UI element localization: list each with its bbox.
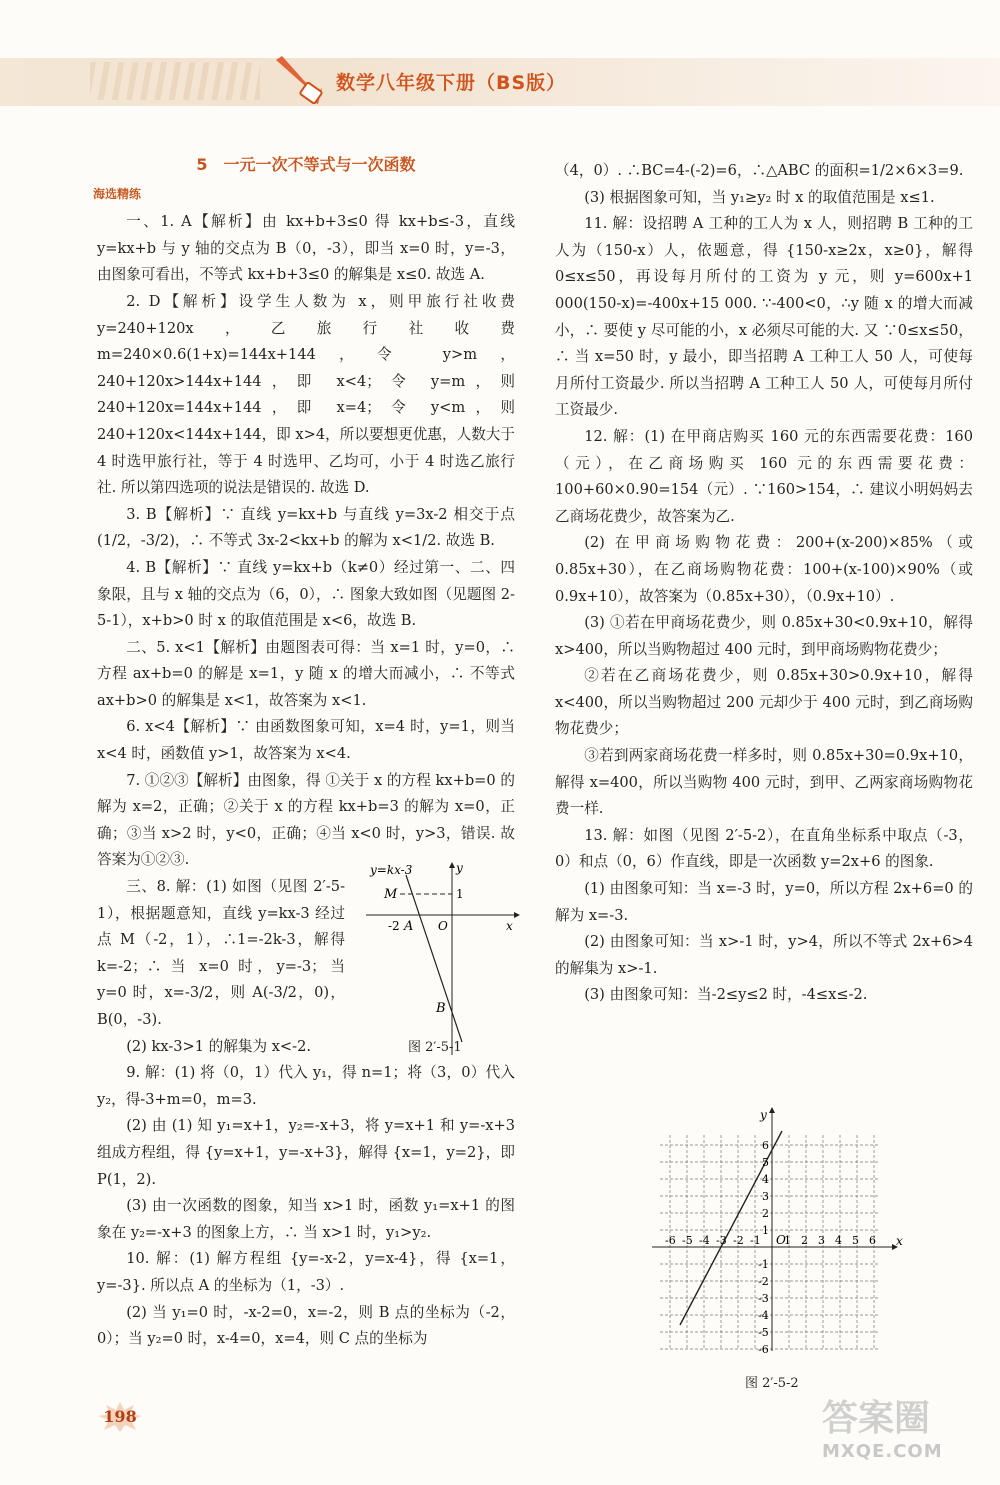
answer-12-1: 12. 解：(1) 在甲商店购买 160 元的东西需要花费：160（元），在乙商场购买 160 元的东西需要花费：100+60×0.90=154（元）. ∵160>154，∴ 建议小明妈妈去乙商场花费少，故答案为乙. bbox=[555, 427, 973, 525]
watermark-line2: MXQE.COM bbox=[822, 1441, 943, 1462]
fig2-x-tick: 5 bbox=[852, 1234, 859, 1247]
answer-5: 二、5. x<1【解析】由题图表可得：当 x=1 时，y=0，∴ 方程 ax+b=0 的解是 x=1，y 随 x 的增大而减小，∴ 不等式 ax+b>0 的解集是 x<1，故答案为 x<1. bbox=[97, 638, 515, 709]
fig2-x-tick: -5 bbox=[682, 1234, 693, 1247]
answer-1: 一、1. A【解析】由 kx+b+3≤0 得 kx+b≤-3，直线 y=kx+b 与 y 轴的交点为 B（0，-3），即当 x=0 时，y=-3，由图象可看出，不等式 kx+b+3≤0 的解集是 x≤0. 故选 A. bbox=[97, 213, 515, 284]
answer-9-2: (2) 由 (1) 知 y₁=x+1，y₂=-x+3，将 y=x+1 和 y=-x+3 组成方程组，得 {y=x+1，y=-x+3}，解得 {x=1，y=2}，即 P(1，2). bbox=[97, 1117, 515, 1188]
figure-2-5-1 bbox=[366, 860, 526, 1060]
answer-13-2: (2) 由图象可知：当 x>-1 时，y>4，所以不等式 2x+6>4 的解集为 x>-1. bbox=[555, 933, 973, 977]
fig1-tick-1: 1 bbox=[456, 887, 464, 901]
answer-10-1: 10. 解：(1) 解方程组 {y=-x-2，y=x-4}，得 {x=1，y=-3}. 所以点 A 的坐标为（1，-3）. bbox=[97, 1250, 515, 1294]
answer-10-cont: （4，0）. ∴BC=4-(-2)=6，∴△ABC 的面积=1/2×6×3=9. bbox=[555, 162, 964, 179]
answer-12-3b: ②若在乙商场花费少，则 0.85x+30>0.9x+10，解得 x<400，所以当购物超过 200 元却少于 400 元时，到乙商场购物花费少； bbox=[555, 667, 973, 738]
fig2-y-tick: 5 bbox=[762, 1156, 769, 1169]
answer-6: 6. x<4【解析】∵ 由函数图象可知，x=4 时，y=1，则当 x<4 时，函数值 y>1，故答案为 x<4. bbox=[97, 718, 515, 763]
fig2-y-tick: 4 bbox=[762, 1173, 769, 1186]
fig2-origin: O bbox=[776, 1233, 786, 1247]
fig2-y-tick: -2 bbox=[758, 1275, 769, 1288]
answer-13: 13. 解：如图（见图 2′-5-2），在直角坐标系中取点（-3，0）和点（0，6）作直线，即是一次函数 y=2x+6 的图象. bbox=[555, 826, 973, 871]
page-number bbox=[98, 1402, 142, 1432]
fig2-y-tick: -4 bbox=[758, 1309, 769, 1322]
fig2-y-tick: -3 bbox=[758, 1292, 769, 1305]
fig1-point-b: B bbox=[436, 1001, 446, 1016]
fig1-line-label: y=kx-3 bbox=[370, 863, 413, 877]
answer-11: 11. 解：设招聘 A 工种的工人为 x 人，则招聘 B 工种的工人为（150-x）人，依题意，得 {150-x≥2x，x≥0}，解得 0≤x≤50，再设每月所付的工资为 y 元，则 y=600x+1 000(150-x)=-400x+15 000. ∵-400<0，∴y 随 x 的增大而减小，∴ 要使 y 尽可能的小，x 必须尽可能的大. 又 ∵0≤x≤50，∴ 当 x=50 时，y 最小，即当招聘 A 工种工人 50 人，可使每月所付工资最少. 所以当招聘 A 工种工人 50 人，可使每月所付工资最少. bbox=[555, 215, 973, 419]
fig1-x-label: x bbox=[506, 919, 513, 933]
answer-4: 4. B【解析】∵ 直线 y=kx+b（k≠0）经过第一、二、四象限，且与 x 轴的交点为（6，0），∴ 图象大致如图（见题图 2-5-1），x+b>0 时 x 的取值范围是 x<6，故选 B. bbox=[97, 558, 515, 630]
fig1-y-arrow bbox=[449, 862, 455, 868]
fig2-grid bbox=[660, 1135, 880, 1349]
fig2-x-tick: -1 bbox=[750, 1234, 761, 1247]
left-column bbox=[93, 152, 515, 1353]
right-column bbox=[555, 158, 973, 1009]
fig2-x-label: x bbox=[896, 1234, 903, 1248]
fig2-x-tick: 4 bbox=[835, 1234, 842, 1247]
fig1-tick-neg2: -2 bbox=[388, 919, 400, 933]
answer-8-2: (2) kx-3>1 的解集为 x<-2. bbox=[126, 1037, 312, 1055]
fig2-y-tick: -1 bbox=[758, 1258, 769, 1271]
section-title: 5 一元一次不等式与一次函数 bbox=[196, 155, 416, 174]
page-number-text: 198 bbox=[103, 1407, 137, 1426]
answer-8-1: 三、8. 解：(1) 如图（见图 2′-5-1），根据题意知，直线 y=kx-3 经过点 M（-2，1），∴1=-2k-3，解得 k=-2；∴ 当 x=0 时，y=-3；当 y=0 时，x=-3/2，则 A(-3/2，0)，B(0，-3). bbox=[97, 878, 345, 1028]
figure-2-5-2 bbox=[648, 1105, 908, 1355]
fig2-y-arrow bbox=[769, 1107, 775, 1113]
figure-2-5-2-caption: 图 2′-5-2 bbox=[745, 1376, 799, 1391]
answer-9-3: (3) 由一次函数的图象，知当 x>1 时，函数 y₁=x+1 的图象在 y₂=-x+3 的图象上方，∴ 当 x>1 时，y₁>y₂. bbox=[97, 1197, 515, 1241]
fig1-point-a: A bbox=[404, 919, 414, 934]
fig2-y-tick: -6 bbox=[758, 1343, 769, 1355]
fig2-x-tick: 2 bbox=[801, 1234, 808, 1247]
fig1-origin: O bbox=[438, 919, 448, 933]
watermark bbox=[822, 1390, 992, 1470]
answer-13-1: (1) 由图象可知：当 x=-3 时，y=0，所以方程 2x+6=0 的解为 x=-3. bbox=[555, 880, 973, 924]
watermark-line1: 答案圈 bbox=[822, 1398, 931, 1439]
fig2-x-tick: 3 bbox=[818, 1234, 825, 1247]
answer-12-3a: (3) ①若在甲商场花费少，则 0.85x+30<0.9x+10，解得 x>400，所以当购物超过 400 元时，到甲商场购物花费少； bbox=[555, 614, 973, 658]
fig1-y-label: y bbox=[456, 861, 463, 875]
book-title: 数学八年级下册（BS版） bbox=[336, 72, 567, 94]
fig1-point-m: M bbox=[384, 887, 398, 902]
fig1-line bbox=[406, 875, 462, 1042]
fig2-x-tick: -2 bbox=[733, 1234, 744, 1247]
header-decoration bbox=[90, 62, 260, 100]
answer-9-1: 9. 解：(1) 将（0，1）代入 y₁，得 n=1；将（3，0）代入 y₂，得-3+m=0，m=3. bbox=[97, 1064, 515, 1108]
answer-3: 3. B【解析】∵ 直线 y=kx+b 与直线 y=3x-2 相交于点 (1/2，-3/2)，∴ 不等式 3x-2<kx+b 的解为 x<1/2. 故选 B. bbox=[97, 505, 515, 550]
fig2-x-tick: 1 bbox=[784, 1234, 791, 1247]
answer-13-3: (3) 由图象可知：当-2≤y≤2 时，-4≤x≤-2. bbox=[584, 986, 868, 1004]
fig2-x-tick: -3 bbox=[716, 1234, 727, 1247]
answer-10-3: (3) 根据图象可知，当 y₁≥y₂ 时 x 的取值范围是 x≤1. bbox=[584, 188, 935, 206]
fig2-x-tick: -6 bbox=[665, 1234, 676, 1247]
book-arrow-icon bbox=[268, 52, 328, 110]
answer-2: 2. D【解析】设学生人数为 x，则甲旅行社收费 y=240+120x，乙旅行社收费 m=240×0.6(1+x)=144x+144，令 y>m，240+120x>144x+144，即 x<4；令 y=m，则 240+120x=144x+144，即 x=4；令 y<m，则 240+120x<144x+144，即 x>4，所以要想更优惠，人数大于 4 时选甲旅行社，等于 4 时选甲、乙均可，小于 4 时选乙旅行社. 所以第四选项的说法是错误的. 故选 D. bbox=[97, 292, 515, 497]
answer-12-2: (2) 在甲商场购物花费：200+(x-200)×85%（或0.85x+30），在乙商场购物花费：100+(x-100)×90%（或 0.9x+10），故答案为（0.85x+30），（0.9x+10）. bbox=[555, 534, 973, 605]
fig2-y-tick: 6 bbox=[762, 1139, 769, 1152]
answer-7: 7. ①②③【解析】由图象，得 ①关于 x 的方程 kx+b=0 的解为 x=2，正确；②关于 x 的方程 kx+b=3 的解为 x=0，正确；③当 x>2 时，y<0，正确；④当 x<0 时，y>3，错误. 故答案为①②③. bbox=[97, 771, 515, 869]
fig2-y-tick: -5 bbox=[758, 1326, 769, 1339]
fig2-y-tick: 2 bbox=[762, 1207, 769, 1220]
section-badge: 海选精练 bbox=[93, 186, 142, 201]
fig2-y-tick: 1 bbox=[762, 1224, 769, 1237]
fig2-y-tick: 3 bbox=[762, 1190, 769, 1203]
fig1-x-arrow bbox=[514, 912, 520, 918]
answer-12-3c: ③若到两家商场花费一样多时，则 0.85x+30=0.9x+10，解得 x=400，所以当购物 400 元时，到甲、乙两家商场购物花费一样. bbox=[555, 747, 973, 818]
fig2-y-label: y bbox=[760, 1108, 767, 1122]
figure-2-5-1-caption: 图 2′-5-1 bbox=[408, 1040, 462, 1055]
fig2-x-tick: -4 bbox=[699, 1234, 710, 1247]
answer-10-2: (2) 当 y₁=0 时，-x-2=0，x=-2，则 B 点的坐标为（-2，0）；当 y₂=0 时，x-4=0，x=4，则 C 点的坐标为 bbox=[97, 1303, 515, 1348]
fig2-x-tick: 6 bbox=[869, 1234, 876, 1247]
